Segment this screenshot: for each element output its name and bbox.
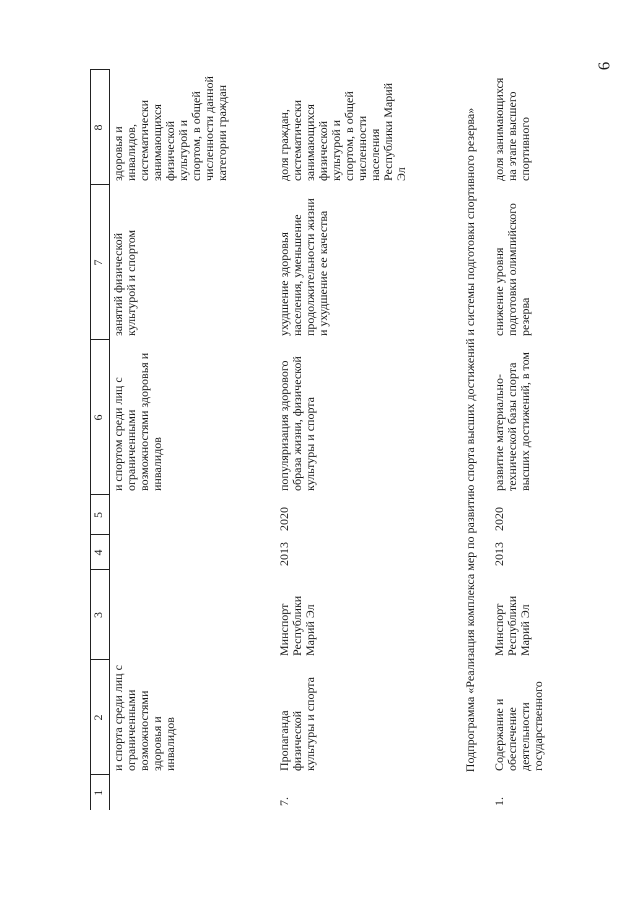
measure-name: Содержание и обеспечение деятельности государственного	[492, 681, 545, 771]
page-number: 6	[594, 61, 614, 71]
expected-result: развитие материально-технической базы спорта высших достижений, в том	[492, 352, 532, 491]
start-year	[110, 535, 269, 570]
executor	[110, 570, 269, 660]
table-row	[487, 70, 547, 810]
end-year: 2020	[277, 507, 291, 531]
consequence: ухудшение здоровья населения, уменьшение продолжительности жизни и ухудшение ее качества	[277, 198, 330, 336]
subprogram-row	[450, 70, 487, 810]
consequence: занятий физической культурой и спортом	[111, 229, 138, 336]
subprogram-title: Подпрограмма «Реализация комплекса мер по развитию спорта высших достижений и системы подготовки спортивного резерва»	[463, 107, 477, 773]
start-year: 2013	[492, 542, 506, 566]
col-header: 3	[91, 570, 110, 660]
col-header: 2	[91, 660, 110, 775]
expected-result: популяризация здорового образа жизни, физической культуры и спорта	[277, 356, 317, 491]
col-header: 5	[91, 495, 110, 535]
end-year	[110, 495, 269, 535]
executor: Минспорт Республики Марий Эл	[492, 595, 532, 656]
col-header: 7	[91, 185, 110, 340]
table-row	[268, 70, 450, 810]
measure-name: и спорта среди лиц с ограниченными возможностями здоровья и инвалидов	[111, 665, 177, 771]
start-year: 2013	[277, 542, 291, 566]
measures-table	[90, 70, 547, 811]
executor: Минспорт Республики Марий Эл	[277, 595, 317, 656]
column-header-row	[91, 70, 110, 810]
col-header: 6	[91, 340, 110, 495]
table-row	[110, 70, 269, 810]
expected-result: и спортом среди лиц с ограниченными возможностями здоровья и инвалидов	[111, 352, 164, 491]
end-year: 2020	[492, 507, 506, 531]
col-header: 4	[91, 535, 110, 570]
measure-name: Пропаганда физической культуры и спорта	[277, 676, 317, 771]
rotated-table-page	[90, 70, 545, 810]
indicator: доля занимающихся на этапе высшего спортивного	[492, 77, 532, 181]
row-number: 1.	[492, 797, 506, 806]
col-header: 1	[91, 775, 110, 810]
consequence: снижение уровня подготовки олимпийского резерва	[492, 203, 532, 336]
row-number	[110, 775, 269, 810]
row-number: 7.	[277, 797, 291, 806]
col-header: 8	[91, 70, 110, 185]
indicator: здоровья и инвалидов, систематически занимающихся физической культурой и спортом, в общей численности данной категории граждан	[111, 76, 229, 181]
indicator: доля граждан, систематически занимающихся физической культурой и спортом, в общей численности населения Республики Марий Эл	[277, 82, 408, 181]
